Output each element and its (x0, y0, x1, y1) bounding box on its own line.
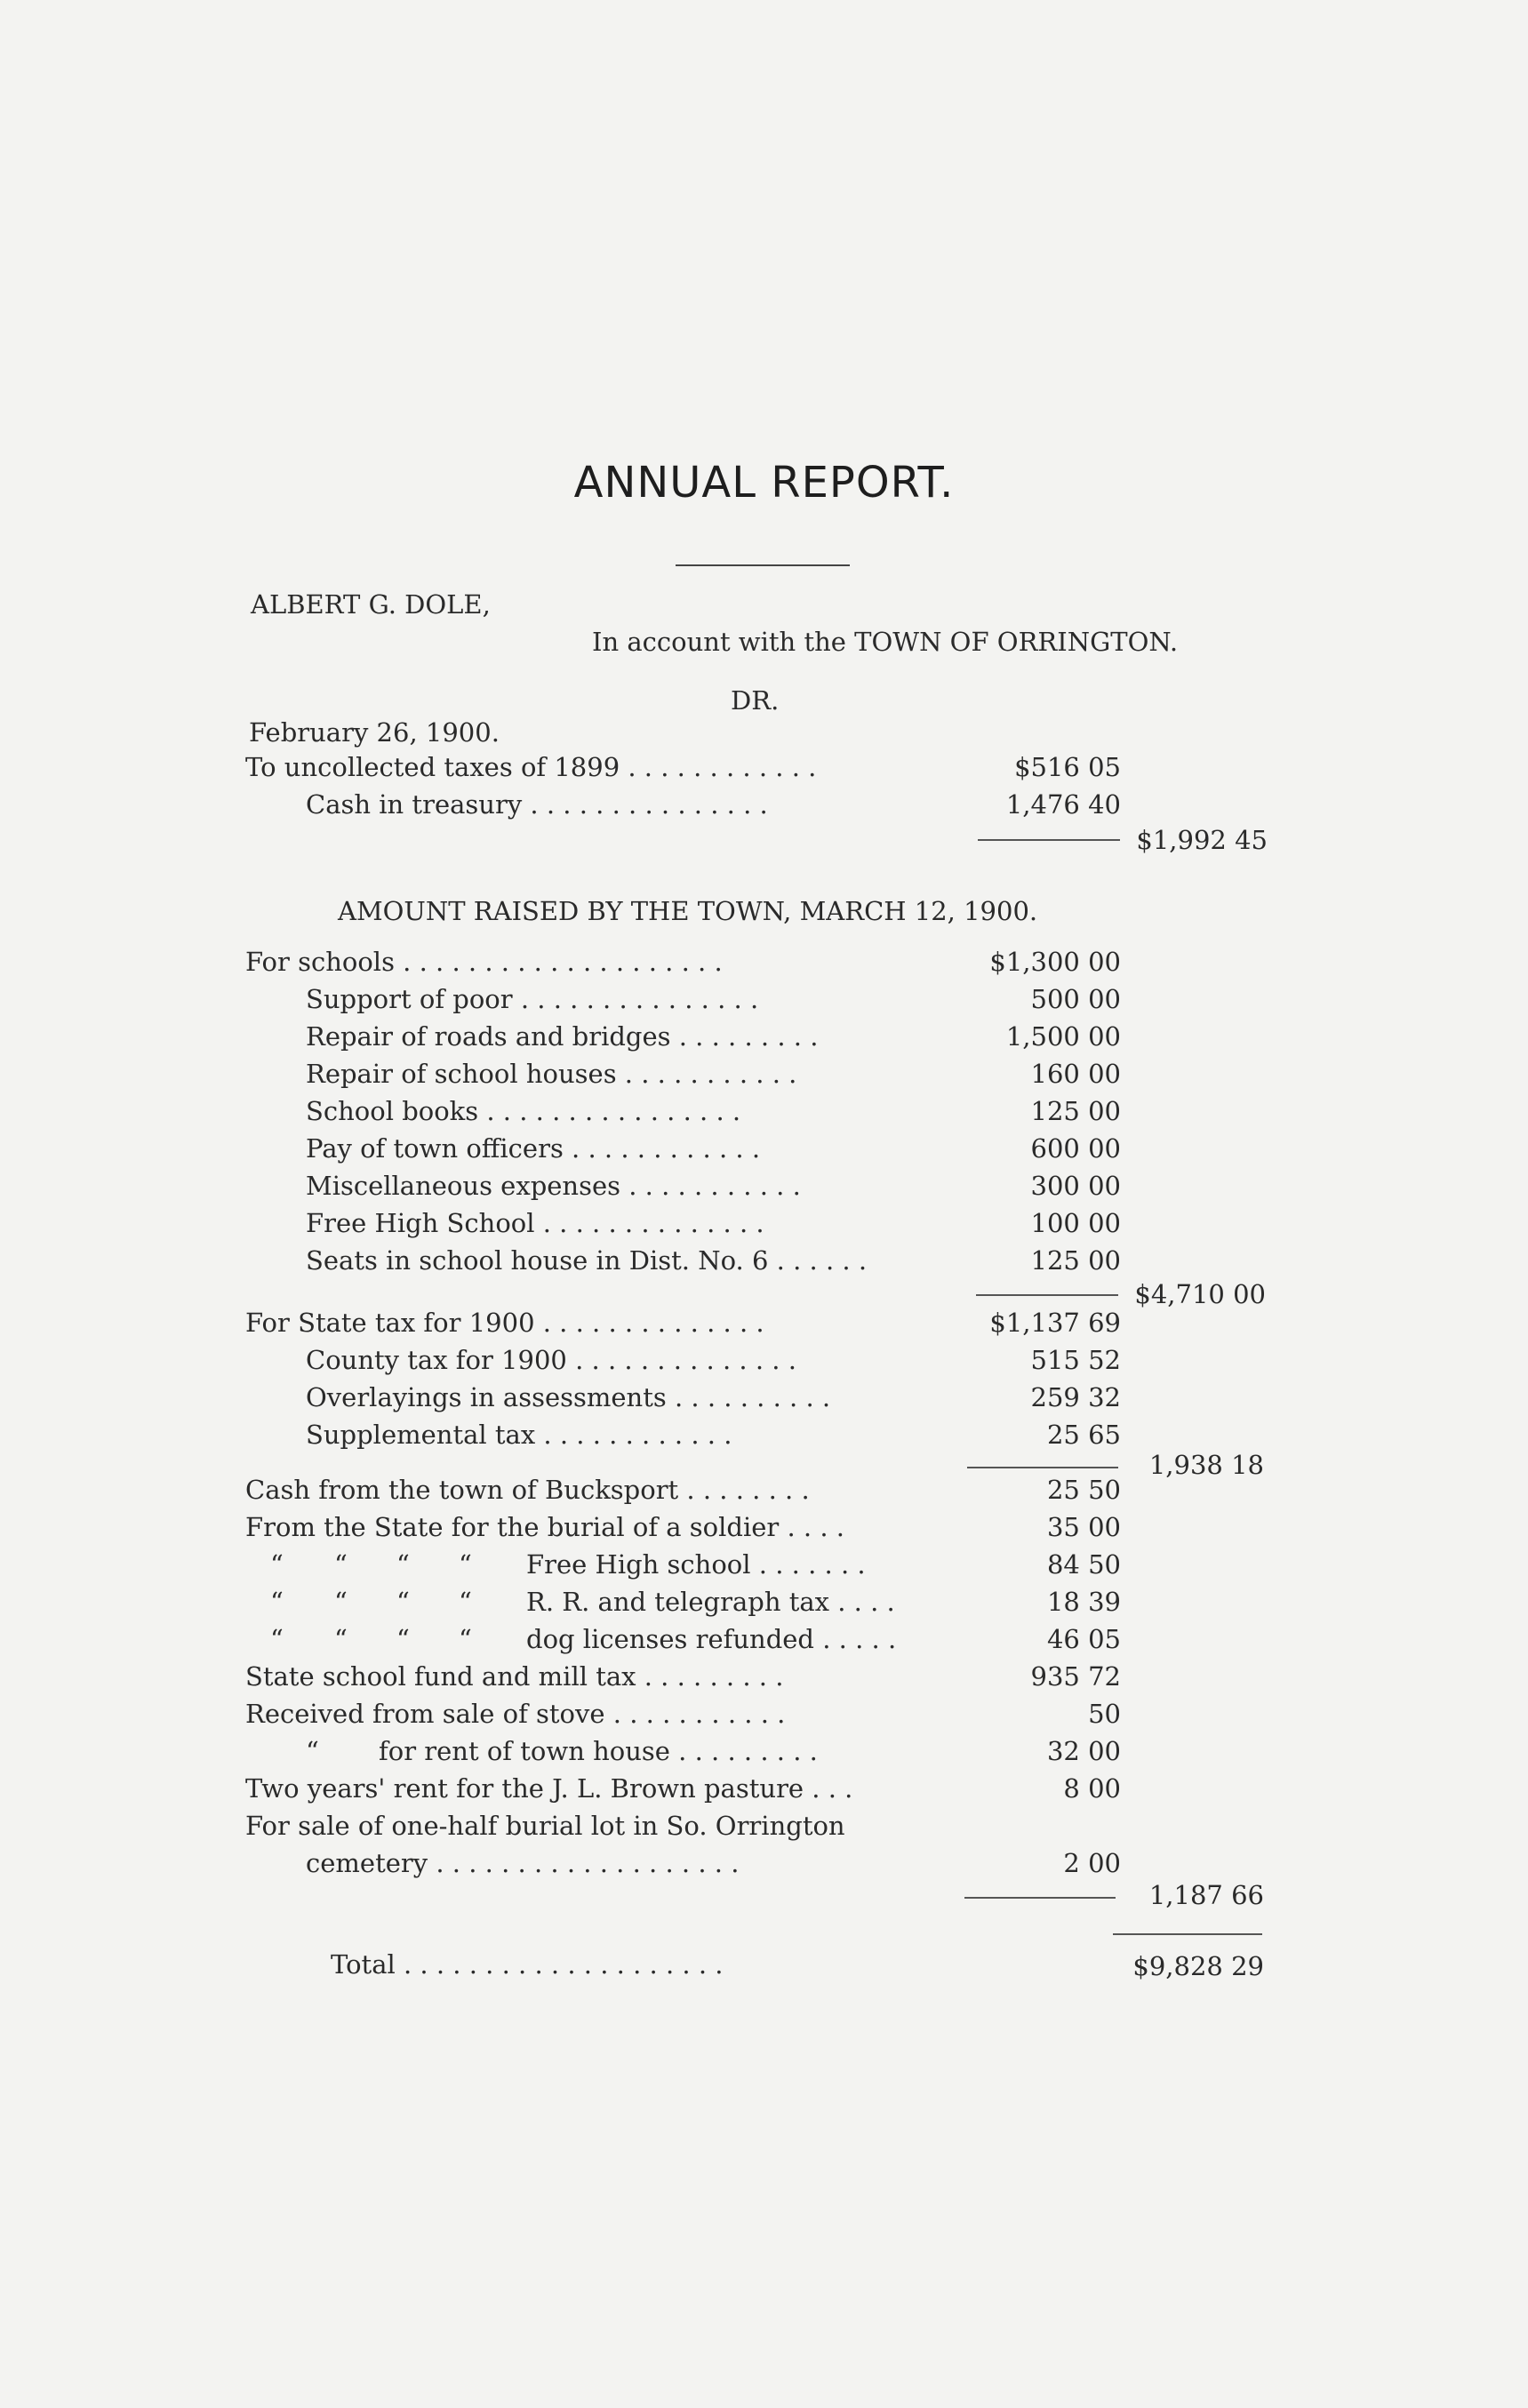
subtotal-rule (967, 1467, 1118, 1468)
row-amount: 100 00 (1030, 1208, 1121, 1238)
row-label: County tax for 1900 . . . . . . . . . . . . . . (306, 1345, 796, 1375)
row-amount: 2 00 (1063, 1848, 1121, 1878)
row-amount: 50 (1088, 1699, 1121, 1729)
raised-row (245, 1093, 1268, 1129)
row-amount: $516 05 (1014, 752, 1121, 782)
row-label: Pay of town officers . . . . . . . . . . . . (306, 1133, 761, 1164)
row-label: Received from sale of stove . . . . . . . . . . . (245, 1699, 786, 1729)
row-amount: $1,137 69 (989, 1308, 1121, 1338)
tax-row (245, 1380, 1268, 1415)
row-label: Miscellaneous expenses . . . . . . . . . . . (306, 1171, 801, 1201)
receipt-row (245, 1771, 1268, 1806)
receipt-row (245, 1472, 1268, 1508)
row-amount: 600 00 (1030, 1133, 1121, 1164)
row-amount: 46 05 (1046, 1624, 1121, 1654)
account-row (245, 749, 1268, 785)
row-label: Free High school . . . . . . . (526, 1549, 866, 1580)
row-label: For State tax for 1900 . . . . . . . . . . . . . . (245, 1308, 764, 1338)
row-amount: $1,300 00 (989, 947, 1121, 977)
ditto-mark: “ (270, 1549, 284, 1580)
total-label: Total . . . . . . . . . . . . . . . . . . . . (331, 1949, 724, 1980)
row-amount: 160 00 (1030, 1059, 1121, 1089)
ditto-mark: “ (459, 1549, 472, 1580)
raised-subtotal: $4,710 00 (1134, 1279, 1266, 1309)
row-amount: 35 00 (1046, 1512, 1121, 1542)
row-amount: 515 52 (1030, 1345, 1121, 1375)
ditto-mark: “ (334, 1587, 348, 1617)
receipt-row (245, 1733, 1268, 1769)
row-label: Free High School . . . . . . . . . . . . . . (306, 1208, 764, 1238)
row-amount: 300 00 (1030, 1171, 1121, 1201)
receipt-row (245, 1509, 1268, 1545)
raised-row (245, 981, 1268, 1017)
raised-row (245, 1168, 1268, 1204)
account-date: February 26, 1900. (249, 717, 500, 748)
debit-heading: DR. (731, 685, 780, 716)
row-amount: 1,500 00 (1005, 1021, 1121, 1052)
row-amount: 1,476 40 (1005, 789, 1121, 820)
ditto-mark: “ (396, 1624, 410, 1654)
ditto-mark: “ (306, 1736, 319, 1766)
row-label: Supplemental tax . . . . . . . . . . . . (306, 1420, 732, 1450)
row-label: For schools . . . . . . . . . . . . . . . . . . . . (245, 947, 723, 977)
receipt-row (245, 1808, 1268, 1844)
account-with: In account with the TOWN OF ORRINGTON. (592, 627, 1179, 657)
row-amount: 8 00 (1063, 1773, 1121, 1804)
receipt-row (245, 1547, 1268, 1582)
row-amount: 125 00 (1030, 1096, 1121, 1126)
tax-row (245, 1342, 1268, 1378)
ditto-mark: “ (270, 1587, 284, 1617)
row-label: Seats in school house in Dist. No. 6 . . . . . . (306, 1245, 868, 1276)
raised-heading: AMOUNT RAISED BY THE TOWN, MARCH 12, 1900. (338, 896, 1038, 926)
row-label: Cash in treasury . . . . . . . . . . . . . . . (306, 789, 768, 820)
row-amount: 259 32 (1030, 1382, 1121, 1412)
raised-row (245, 1205, 1268, 1241)
receipt-row (245, 1621, 1268, 1657)
subtotal-rule (964, 1897, 1116, 1899)
raised-row (245, 1243, 1268, 1278)
row-label: R. R. and telegraph tax . . . . (526, 1587, 895, 1617)
raised-row (245, 1056, 1268, 1092)
row-label: Repair of school houses . . . . . . . . . . . (306, 1059, 797, 1089)
raised-row (245, 1019, 1268, 1054)
row-amount: 25 65 (1046, 1420, 1121, 1450)
ditto-mark: “ (396, 1587, 410, 1617)
title-rule (676, 564, 850, 566)
total-rule (1113, 1933, 1262, 1935)
row-amount: 32 00 (1046, 1736, 1121, 1766)
receipt-row (245, 1659, 1268, 1694)
row-label: School books . . . . . . . . . . . . . . . . (306, 1096, 741, 1126)
row-label: Cash from the town of Bucksport . . . . . . . . (245, 1475, 810, 1505)
row-amount: 125 00 (1030, 1245, 1121, 1276)
row-label: To uncollected taxes of 1899 . . . . . . . . . . . . (245, 752, 817, 782)
row-label: for rent of town house . . . . . . . . . (379, 1736, 818, 1766)
ditto-mark: “ (396, 1549, 410, 1580)
raised-row (245, 944, 1268, 980)
row-amount: 84 50 (1046, 1549, 1121, 1580)
row-amount: 500 00 (1030, 984, 1121, 1014)
account-subtotal: $1,992 45 (1136, 825, 1268, 855)
row-label: Support of poor . . . . . . . . . . . . . . . (306, 984, 759, 1014)
page-title: ANNUAL REPORT. (573, 458, 955, 508)
ditto-mark: “ (334, 1549, 348, 1580)
account-row (245, 787, 1268, 822)
row-label: Two years' rent for the J. L. Brown pasture . . . (245, 1773, 853, 1804)
row-amount: 18 39 (1046, 1587, 1121, 1617)
ditto-mark: “ (459, 1587, 472, 1617)
row-label: cemetery . . . . . . . . . . . . . . . . . . . (306, 1848, 740, 1878)
receipt-row (245, 1845, 1268, 1881)
subtotal-rule (976, 1294, 1118, 1296)
row-label: dog licenses refunded . . . . . (526, 1624, 897, 1654)
subtotal-rule (978, 839, 1120, 841)
row-label: From the State for the burial of a soldier . . . . (245, 1512, 845, 1542)
row-amount: 25 50 (1046, 1475, 1121, 1505)
ditto-mark: “ (459, 1624, 472, 1654)
receipt-row (245, 1696, 1268, 1732)
receipts-subtotal: 1,187 66 (1148, 1880, 1264, 1910)
row-label: State school fund and mill tax . . . . . . . . . (245, 1661, 784, 1692)
row-label: Repair of roads and bridges . . . . . . . . . (306, 1021, 819, 1052)
receipt-row (245, 1584, 1268, 1620)
raised-row (245, 1131, 1268, 1166)
tax-row (245, 1305, 1268, 1340)
row-label: For sale of one-half burial lot in So. Orrington (245, 1811, 845, 1841)
tax-row (245, 1417, 1268, 1452)
ditto-mark: “ (270, 1624, 284, 1654)
row-amount: 935 72 (1030, 1661, 1121, 1692)
account-holder: ALBERT G. DOLE, (251, 589, 491, 620)
ditto-mark: “ (334, 1624, 348, 1654)
total-amount: $9,828 29 (1132, 1951, 1264, 1981)
tax-subtotal: 1,938 18 (1148, 1450, 1264, 1480)
row-label: Overlayings in assessments . . . . . . . . . . (306, 1382, 831, 1412)
